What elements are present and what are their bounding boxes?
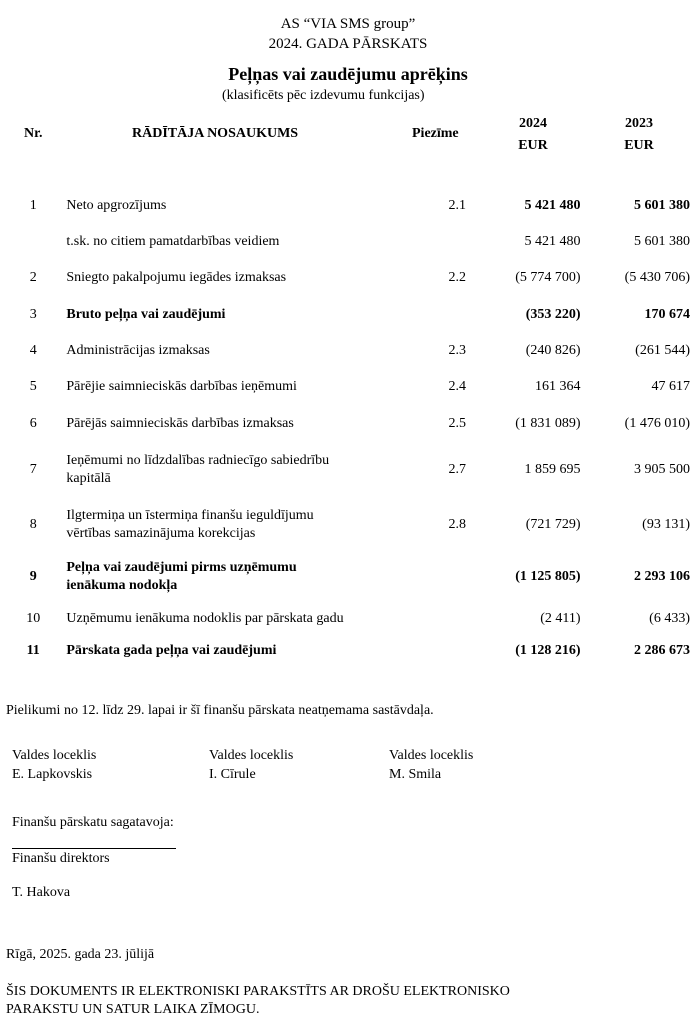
row-note bbox=[416, 637, 498, 665]
row-name: Bruto peļņa vai zaudējumi bbox=[66, 306, 226, 322]
row-note bbox=[416, 296, 498, 333]
table-row bbox=[0, 369, 690, 405]
row-name: Neto apgrozījums bbox=[66, 198, 167, 213]
row-name: Administrācijas izmaksas bbox=[66, 343, 210, 358]
row-note: 2.5 bbox=[448, 416, 467, 431]
row-nr: 11 bbox=[26, 643, 40, 658]
col-header-2023-unit: EUR bbox=[624, 138, 654, 153]
table-row bbox=[0, 637, 690, 665]
row-note bbox=[416, 553, 498, 601]
row-note bbox=[416, 601, 498, 637]
row-value-2024: (240 826) bbox=[525, 343, 581, 358]
col-header-2024-unit: EUR bbox=[518, 138, 548, 153]
row-name: Pārējās saimnieciskās darbības izmaksas bbox=[66, 416, 294, 431]
board-member-name: I. Cīrule bbox=[209, 767, 256, 782]
company-name: AS “VIA SMS group” bbox=[280, 16, 416, 32]
row-value-2023: 2 293 106 bbox=[634, 569, 690, 584]
row-name: Sniegto pakalpojumu iegādes izmaksas bbox=[66, 270, 287, 285]
row-name: Uzņēmumu ienākuma nodoklis par pārskata gadu bbox=[66, 611, 344, 626]
row-nr: 10 bbox=[26, 611, 41, 626]
board-member-name: E. Lapkovskis bbox=[12, 767, 93, 782]
row-nr: 4 bbox=[29, 343, 37, 358]
row-nr: 1 bbox=[29, 198, 37, 213]
col-header-2023: 2023 bbox=[625, 116, 653, 131]
row-name-line-2: ienākuma nodokļa bbox=[66, 578, 178, 593]
row-name-line-1: Ilgtermiņa un īstermiņa finanšu ieguldījumu bbox=[66, 508, 314, 523]
row-value-2024: 161 364 bbox=[535, 379, 581, 394]
row-value-2023: 3 905 500 bbox=[634, 462, 690, 477]
row-name: Pārskata gada peļņa vai zaudējumi bbox=[66, 643, 277, 658]
row-name-line-2: vērtības samazinājuma korekcijas bbox=[66, 526, 256, 541]
row-note: 2.8 bbox=[448, 517, 467, 532]
row-name-line-1: Ieņēmumi no līdzdalības radniecīgo sabiedrību bbox=[66, 453, 330, 468]
table-row bbox=[0, 405, 690, 443]
preparer-role: Finanšu direktors bbox=[12, 851, 110, 866]
row-name bbox=[66, 553, 416, 601]
row-note: 2.7 bbox=[448, 462, 467, 477]
board-member-role: Valdes loceklis bbox=[12, 748, 97, 763]
page-title: Peļņas vai zaudējumu aprēķins bbox=[228, 64, 468, 84]
table-row bbox=[0, 224, 690, 260]
row-note: 2.2 bbox=[448, 270, 467, 285]
row-value-2023: 5 601 380 bbox=[634, 234, 690, 249]
col-header-nr: Nr. bbox=[24, 126, 43, 141]
row-value-2023: (1 476 010) bbox=[624, 416, 690, 431]
row-value-2024: (2 411) bbox=[540, 611, 581, 626]
row-name: t.sk. no citiem pamatdarbības veidiem bbox=[66, 234, 280, 249]
esign-notice-line-1: ŠIS DOKUMENTS IR ELEKTRONISKI PARAKSTĪTS AR DROŠU ELEKTRONISKO bbox=[6, 984, 510, 999]
page-subtitle: (klasificēts pēc izdevumu funkcijas) bbox=[222, 88, 425, 103]
preparer-name: T. Hakova bbox=[12, 885, 71, 900]
income-statement-table bbox=[0, 188, 690, 665]
row-name-line-2: kapitālā bbox=[66, 471, 111, 486]
table-row bbox=[0, 497, 690, 553]
row-value-2023: (261 544) bbox=[635, 343, 690, 358]
row-value-2024: (1 125 805) bbox=[515, 569, 581, 584]
row-name-line-1: Peļņa vai zaudējumi pirms uzņēmumu bbox=[66, 560, 297, 575]
row-value-2024: (353 220) bbox=[525, 306, 581, 322]
board-member-role: Valdes loceklis bbox=[389, 748, 474, 763]
row-value-2024: (5 774 700) bbox=[515, 270, 581, 285]
row-value-2023: 170 674 bbox=[644, 306, 690, 322]
row-nr: 9 bbox=[29, 569, 37, 584]
row-note bbox=[416, 224, 498, 260]
appendix-note: Pielikumi no 12. līdz 29. lapai ir šī finanšu pārskata neatņemama sastāvdaļa. bbox=[6, 703, 434, 718]
row-value-2024: 1 859 695 bbox=[524, 462, 581, 477]
row-value-2024: (721 729) bbox=[525, 517, 581, 532]
esign-notice-line-2: PARAKSTU UN SATUR LAIKA ZĪMOGU. bbox=[6, 1002, 260, 1017]
board-member-role: Valdes loceklis bbox=[209, 748, 294, 763]
row-value-2023: (5 430 706) bbox=[624, 270, 690, 285]
col-header-2024: 2024 bbox=[519, 116, 547, 131]
row-value-2023: 2 286 673 bbox=[634, 643, 690, 658]
table-row bbox=[0, 553, 690, 601]
row-value-2023: 47 617 bbox=[651, 379, 690, 394]
report-title: 2024. GADA PĀRSKATS bbox=[268, 36, 428, 52]
table-row bbox=[0, 443, 690, 497]
row-value-2024: (1 831 089) bbox=[515, 416, 581, 431]
row-nr: 8 bbox=[29, 517, 37, 532]
row-value-2024: 5 421 480 bbox=[524, 198, 581, 213]
col-header-note: Piezīme bbox=[412, 126, 459, 141]
row-nr: 5 bbox=[29, 379, 37, 394]
row-note: 2.3 bbox=[448, 343, 467, 358]
row-value-2024: (1 128 216) bbox=[515, 643, 581, 658]
row-nr: 7 bbox=[29, 462, 37, 477]
board-member-name: M. Smila bbox=[389, 767, 442, 782]
row-nr bbox=[0, 224, 66, 260]
table-row bbox=[0, 260, 690, 296]
place-date: Rīgā, 2025. gada 23. jūlijā bbox=[6, 947, 155, 962]
table-row bbox=[0, 296, 690, 333]
row-note: 2.1 bbox=[448, 198, 467, 213]
row-name: Pārējie saimnieciskās darbības ieņēmumi bbox=[66, 379, 297, 394]
row-name bbox=[66, 443, 416, 497]
row-nr: 2 bbox=[29, 270, 37, 285]
table-row bbox=[0, 601, 690, 637]
row-nr: 3 bbox=[29, 306, 37, 322]
table-row bbox=[0, 188, 690, 224]
col-header-name: RĀDĪTĀJA NOSAUKUMS bbox=[132, 126, 299, 141]
signature-line bbox=[12, 848, 176, 849]
row-note: 2.4 bbox=[448, 379, 467, 394]
row-value-2024: 5 421 480 bbox=[524, 234, 581, 249]
row-value-2023: (6 433) bbox=[649, 611, 690, 626]
row-nr: 6 bbox=[29, 416, 37, 431]
prepared-by-label: Finanšu pārskatu sagatavoja: bbox=[12, 815, 174, 830]
row-name bbox=[66, 497, 416, 553]
row-value-2023: 5 601 380 bbox=[634, 198, 690, 213]
row-value-2023: (93 131) bbox=[642, 517, 690, 532]
table-row bbox=[0, 333, 690, 369]
